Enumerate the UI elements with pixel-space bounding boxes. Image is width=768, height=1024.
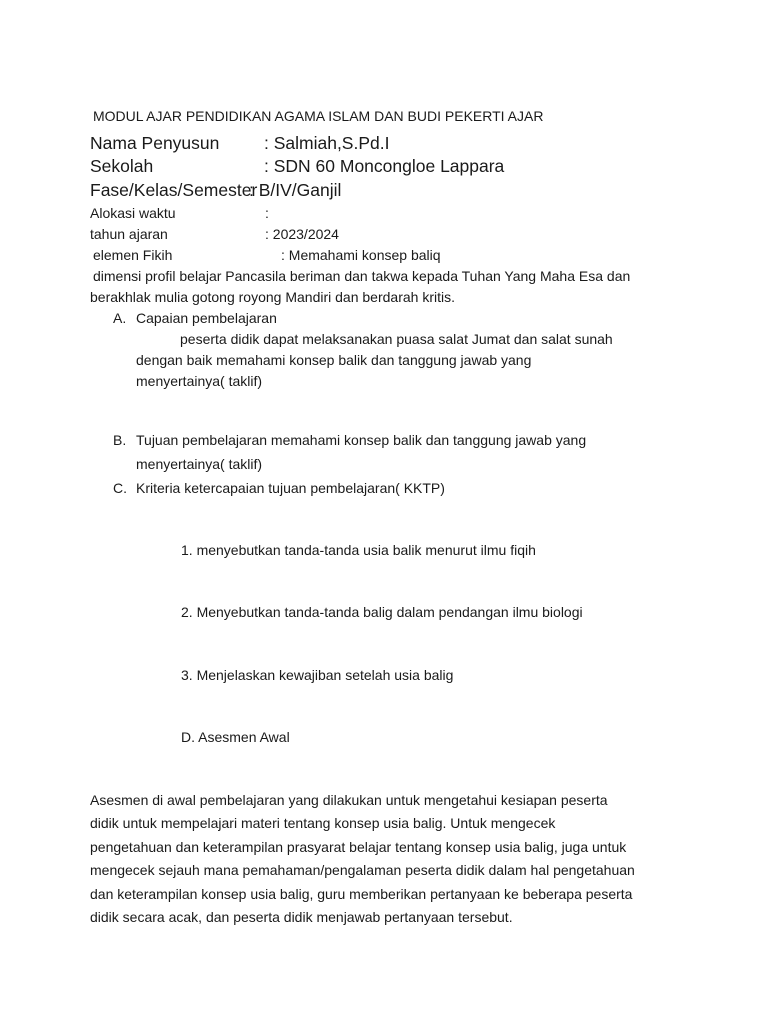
asesmen-line-5: dan keterampilan konsep usia balig, guru memberikan pertanyaan ke beberapa peserta bbox=[90, 886, 633, 902]
profil-line-2: berakhlak mulia gotong royong Mandiri dan berdarah kritis. bbox=[90, 289, 455, 305]
field-value-nama-penyusun: : Salmiah,S.Pd.I bbox=[264, 133, 390, 153]
field-value-elemen-fikih: : Memahami konsep baliq bbox=[281, 247, 441, 263]
field-label-tahun-ajaran: tahun ajaran bbox=[90, 226, 168, 242]
asesmen-line-1: Asesmen di awal pembelajaran yang dilakukan untuk mengetahui kesiapan peserta bbox=[90, 792, 608, 808]
section-b-line-1: Tujuan pembelajaran memahami konsep balik dan tanggung jawab yang bbox=[136, 432, 587, 448]
field-label-alokasi-waktu: Alokasi waktu bbox=[90, 205, 176, 221]
asesmen-line-2: didik untuk mempelajari materi tentang konsep usia balig. Untuk mengecek bbox=[90, 815, 556, 831]
section-a-heading: Capaian pembelajaran bbox=[136, 310, 277, 326]
section-a-marker: A. bbox=[113, 310, 127, 326]
field-label-sekolah: Sekolah bbox=[90, 156, 154, 176]
section-d-heading: D. Asesmen Awal bbox=[181, 729, 290, 745]
asesmen-line-4: mengecek sejauh mana pemahaman/pengalaman peserta didik dalam hal pengetahuan bbox=[90, 862, 635, 878]
field-value-alokasi-waktu: : bbox=[265, 205, 269, 221]
asesmen-line-6: didik secara acak, dan peserta didik menjawab pertanyaan tersebut. bbox=[90, 909, 513, 925]
field-value-tahun-ajaran: : 2023/2024 bbox=[265, 226, 339, 242]
profil-line-1: dimensi profil belajar Pancasila beriman dan takwa kepada Tuhan Yang Maha Esa dan bbox=[93, 268, 631, 284]
document-title: MODUL AJAR PENDIDIKAN AGAMA ISLAM DAN BUDI PEKERTI AJAR bbox=[93, 108, 544, 124]
kktp-item-3: 3. Menjelaskan kewajiban setelah usia balig bbox=[181, 667, 454, 683]
field-label-nama-penyusun: Nama Penyusun bbox=[90, 133, 220, 153]
field-label-fase-kelas-semester: Fase/Kelas/Semester bbox=[90, 180, 258, 200]
kktp-item-1: 1. menyebutkan tanda-tanda usia balik menurut ilmu fiqih bbox=[181, 542, 536, 558]
section-c-heading: Kriteria ketercapaian tujuan pembelajaran( KKTP) bbox=[136, 480, 445, 496]
section-a-line-2: dengan baik memahami konsep balik dan tanggung jawab yang bbox=[136, 352, 532, 368]
kktp-item-2: 2. Menyebutkan tanda-tanda balig dalam pendangan ilmu biologi bbox=[181, 604, 583, 620]
section-c-marker: C. bbox=[113, 480, 127, 496]
field-value-fase-kelas-semester: : B/IV/Ganjil bbox=[249, 180, 342, 200]
section-a-line-3: menyertainya( taklif) bbox=[136, 373, 263, 389]
section-a-line-1: peserta didik dapat melaksanakan puasa salat Jumat dan salat sunah bbox=[180, 331, 613, 347]
section-b-line-2: menyertainya( taklif) bbox=[136, 456, 263, 472]
field-value-sekolah: : SDN 60 Moncongloe Lappara bbox=[264, 156, 505, 176]
section-b-marker: B. bbox=[113, 432, 127, 448]
field-label-elemen-fikih: elemen Fikih bbox=[93, 247, 173, 263]
asesmen-line-3: pengetahuan dan keterampilan prasyarat belajar tentang konsep usia balig, juga untuk bbox=[90, 839, 627, 855]
